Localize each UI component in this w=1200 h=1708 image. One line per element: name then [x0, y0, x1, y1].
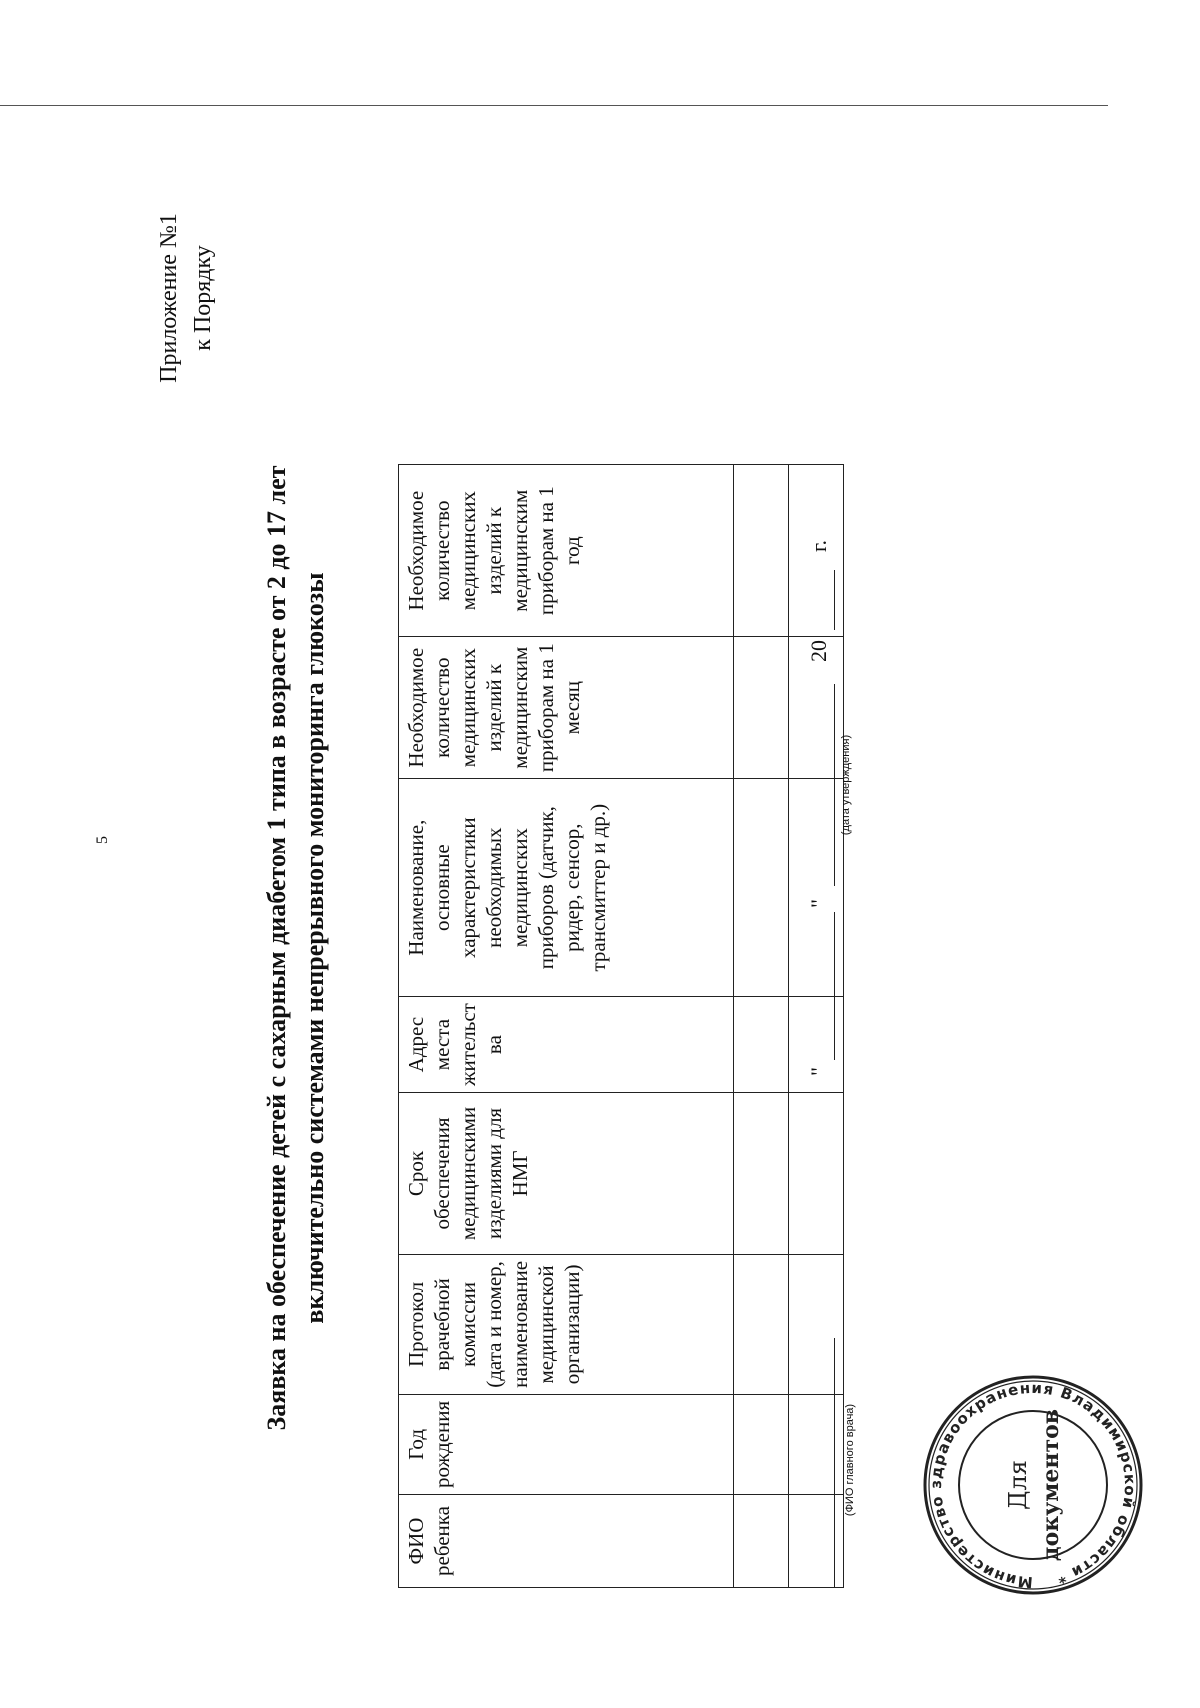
- table-header-row: [399, 465, 734, 1588]
- date-caption: (дата утверждения): [840, 734, 852, 836]
- date-year-blank: [834, 570, 835, 630]
- date-month-blank: [834, 684, 835, 886]
- header-device-characteristics: Наименование, основные характеристики необходимых медицинских приборов (датчик, ридер, сенсор, трансмиттер и др.): [399, 779, 734, 997]
- seal-ring-text: Министерство здравоохранения Владимирской области *: [926, 1378, 1140, 1592]
- document-title-line-2: включительно системами непрерывного мониторинга глюкозы: [300, 572, 329, 1324]
- table-cell: [789, 1495, 844, 1588]
- header-address: Адрес места жительст ва: [399, 997, 734, 1093]
- table-cell: [789, 1394, 844, 1494]
- date-day-blank: [834, 912, 835, 1060]
- table-cell: [734, 1495, 789, 1588]
- seal-center-line-2: документов: [1038, 1408, 1064, 1562]
- table-cell: [789, 1092, 844, 1254]
- appendix-line-1: Приложение №1: [156, 213, 182, 383]
- header-supply-period: Срок обеспечения медицинскими изделиями для НМГ: [399, 1092, 734, 1254]
- table-row: [734, 465, 789, 1588]
- date-year-suffix: г.: [806, 539, 831, 552]
- table-cell: [789, 1254, 844, 1394]
- seal-center-line-1: Для: [1004, 1460, 1032, 1510]
- document-title: [258, 318, 334, 1578]
- header-child-name: ФИО ребенка: [399, 1495, 734, 1588]
- header-birth-year: Год рождения: [399, 1394, 734, 1494]
- application-table: [398, 464, 844, 1588]
- table-cell: [734, 1092, 789, 1254]
- table-cell: [734, 637, 789, 779]
- table-cell: [734, 465, 789, 637]
- table-cell: [734, 779, 789, 997]
- table-cell: [734, 997, 789, 1093]
- header-quantity-year: Необходимое количество медицинских изделий к медицинским приборам на 1 год: [399, 465, 734, 637]
- signature-line: [834, 1338, 835, 1588]
- date-year-prefix: 20: [806, 640, 831, 662]
- header-commission-protocol: Протокол врачебной комиссии (дата и номер, наименование медицинской организации): [399, 1254, 734, 1394]
- appendix-line-2: к Порядку: [190, 245, 216, 351]
- date-quote-close: ": [806, 899, 831, 908]
- appendix-heading: [152, 138, 220, 458]
- table-row: [789, 465, 844, 1588]
- table-cell: [734, 1254, 789, 1394]
- table-cell: [789, 997, 844, 1093]
- document-title-line-1: Заявка на обеспечение детей с сахарным диабетом 1 типа в возрасте от 2 до 17 лет: [262, 465, 291, 1431]
- official-seal: [918, 1370, 1148, 1600]
- table-cell: [789, 779, 844, 997]
- page-number: 5: [94, 836, 111, 844]
- signature-caption: (ФИО главного врача): [844, 1403, 856, 1517]
- date-quote-open: ": [806, 1067, 831, 1076]
- header-quantity-month: Необходимое количество медицинских изделий к медицинским приборам на 1 месяц: [399, 637, 734, 779]
- margin-line: [0, 105, 1108, 106]
- table-cell: [734, 1394, 789, 1494]
